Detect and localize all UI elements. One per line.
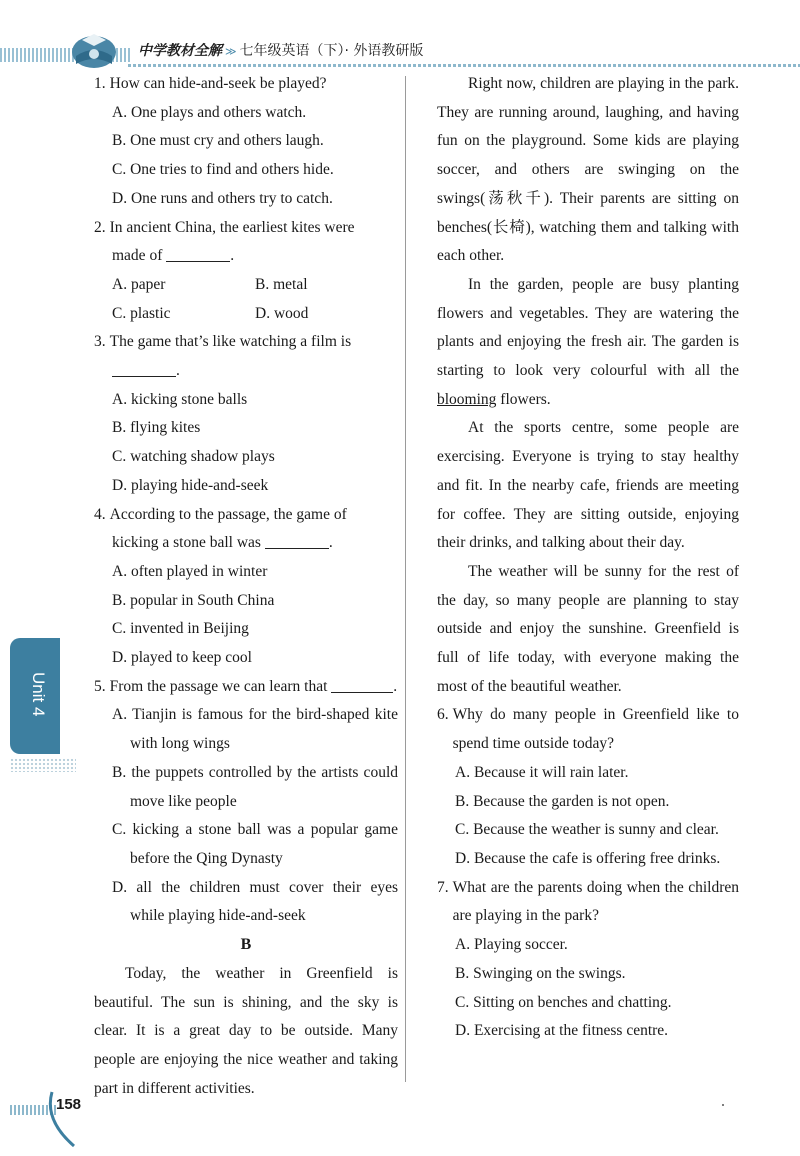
paragraph-text-end: flowers. (496, 390, 551, 408)
option-c: C. Because the weather is sunny and clear. (455, 821, 719, 839)
page-number: 158 (56, 1096, 82, 1113)
passage-paragraph (437, 271, 739, 415)
option-d: D. Exercising at the fitness centre. (455, 1022, 669, 1040)
left-column (94, 70, 398, 1103)
book-title: 中学教材全解 (138, 43, 222, 59)
question-stem: How can hide-and-seek be played? (109, 75, 327, 92)
option-a: A. often played in winter (112, 562, 268, 580)
answer-blank[interactable] (112, 358, 176, 377)
answer-blank[interactable] (265, 530, 329, 549)
question-stem: According to the passage, the game of (109, 505, 347, 523)
option-a: A. Playing soccer. (455, 936, 568, 954)
right-column (437, 70, 739, 1046)
question-3 (94, 328, 398, 357)
blank-period: . (230, 247, 235, 265)
option-a: A. Tianjin is famous for the bird-shaped kite with long wings (112, 706, 398, 753)
option-b: B. One must cry and others laugh. (112, 132, 324, 150)
option-c: C. One tries to find and others hide. (112, 161, 334, 179)
header-rule (128, 64, 800, 67)
unit-tab (10, 638, 60, 754)
option-d: D. played to keep cool (112, 649, 252, 667)
question-number: 4. (94, 505, 106, 523)
question-stem-line2: made of (112, 247, 163, 265)
question-stem: Why do many people in Greenfield like to spend time outside today? (452, 706, 739, 753)
blank-period: . (393, 677, 398, 695)
question-6 (437, 701, 739, 758)
question-blank-line (94, 357, 398, 386)
option-c: C. Sitting on benches and chatting. (455, 993, 672, 1011)
option-d: D. One runs and others try to catch. (112, 189, 333, 207)
question-stem: What are the parents doing when the children are playing in the park? (452, 878, 739, 925)
question-number: 6. (437, 706, 449, 724)
question-stem-line2: kicking a stone ball was (112, 534, 261, 552)
unit-tab-decoration (10, 758, 76, 772)
option-c: C. invented in Beijing (112, 620, 249, 638)
question-number: 1. (94, 75, 106, 92)
option-d: D. wood (255, 304, 309, 322)
book-subtitle: 七年级英语（下）· 外语教研版 (239, 43, 424, 59)
question-stem: In ancient China, the earliest kites were (109, 218, 355, 236)
question-number: 3. (94, 333, 106, 351)
book-logo-icon (70, 30, 118, 70)
question-number: 5. (94, 677, 106, 695)
blank-period: . (176, 362, 180, 380)
answer-blank[interactable] (166, 243, 230, 262)
question-number: 2. (94, 218, 106, 236)
option-b: B. the puppets controlled by the artists could move like people (112, 763, 398, 810)
option-b: B. metal (255, 275, 308, 293)
option-b: B. flying kites (112, 419, 201, 437)
unit-tab-label: Unit 4 (29, 672, 48, 717)
option-d: D. playing hide-and-seek (112, 476, 269, 494)
option-d: D. Because the cafe is offering free drinks. (455, 849, 721, 867)
question-2 (94, 214, 398, 243)
stray-dot (722, 1104, 724, 1106)
column-divider (405, 76, 406, 1082)
underlined-word: blooming (437, 390, 497, 408)
header-arrow-icon: ≫ (225, 45, 237, 58)
options-row (94, 300, 398, 329)
question-stem: The game that’s like watching a film is (109, 333, 352, 351)
answer-blank[interactable] (331, 674, 393, 693)
passage-paragraph: Today, the weather in Greenfield is beautiful. The sun is shining, and the sky is clear. It is a great day to be outside. Many people are enjoying the nice weather and taking part in different activities. (94, 964, 398, 1097)
option-a: A. kicking stone balls (112, 390, 248, 408)
question-stem-text: From the passage we can learn that (109, 677, 328, 695)
option-b: B. popular in South China (112, 591, 275, 609)
passage-paragraph: The weather will be sunny for the rest of the day, so many people are planning to stay outside and enjoy the sunshine. Greenfield is full of life today, with everyone making the most of the beautiful weather. (437, 562, 739, 695)
options-row (94, 271, 398, 300)
option-c: C. plastic (112, 304, 171, 322)
option-a: A. paper (112, 275, 166, 293)
question-5 (94, 673, 398, 702)
page-header (0, 28, 800, 72)
paragraph-text: In the garden, people are busy planting flowers and vegetables. They are watering the plants and enjoying the fresh air. The garden is starting to look very colourful with all the (437, 275, 739, 380)
option-c: C. watching shadow plays (112, 448, 275, 466)
question-7 (437, 874, 739, 931)
passage-paragraph: At the sports centre, some people are exercising. Everyone is trying to stay healthy and fit. In the nearby cafe, friends are meeting for coffee. They are sitting outside, enjoying their drinks, and talking about their day. (437, 419, 739, 552)
option-a: A. Because it will rain later. (455, 763, 629, 781)
passage-paragraph: Right now, children are playing in the park. They are running around, laughing, and having fun on the playground. Some kids are playing soccer, and others are swinging on the swings(荡秋千). Their parents are sitting on benches(长椅), watching them and talking with each other. (437, 75, 739, 265)
blank-period: . (328, 534, 333, 552)
option-a: A. One plays and others watch. (112, 103, 307, 121)
option-b: B. Swinging on the swings. (455, 964, 626, 982)
question-stem-continued (94, 242, 398, 271)
question-stem (110, 673, 398, 702)
question-1 (94, 70, 398, 99)
question-number: 7. (437, 878, 449, 896)
question-4 (94, 501, 398, 530)
section-title: B (240, 936, 252, 954)
option-d: D. all the children must cover their eyes while playing hide-and-seek (112, 878, 398, 925)
question-stem-continued (94, 529, 398, 558)
header-title (138, 40, 423, 60)
option-c: C. kicking a stone ball was a popular game before the Qing Dynasty (112, 821, 398, 867)
option-b: B. Because the garden is not open. (455, 792, 670, 810)
